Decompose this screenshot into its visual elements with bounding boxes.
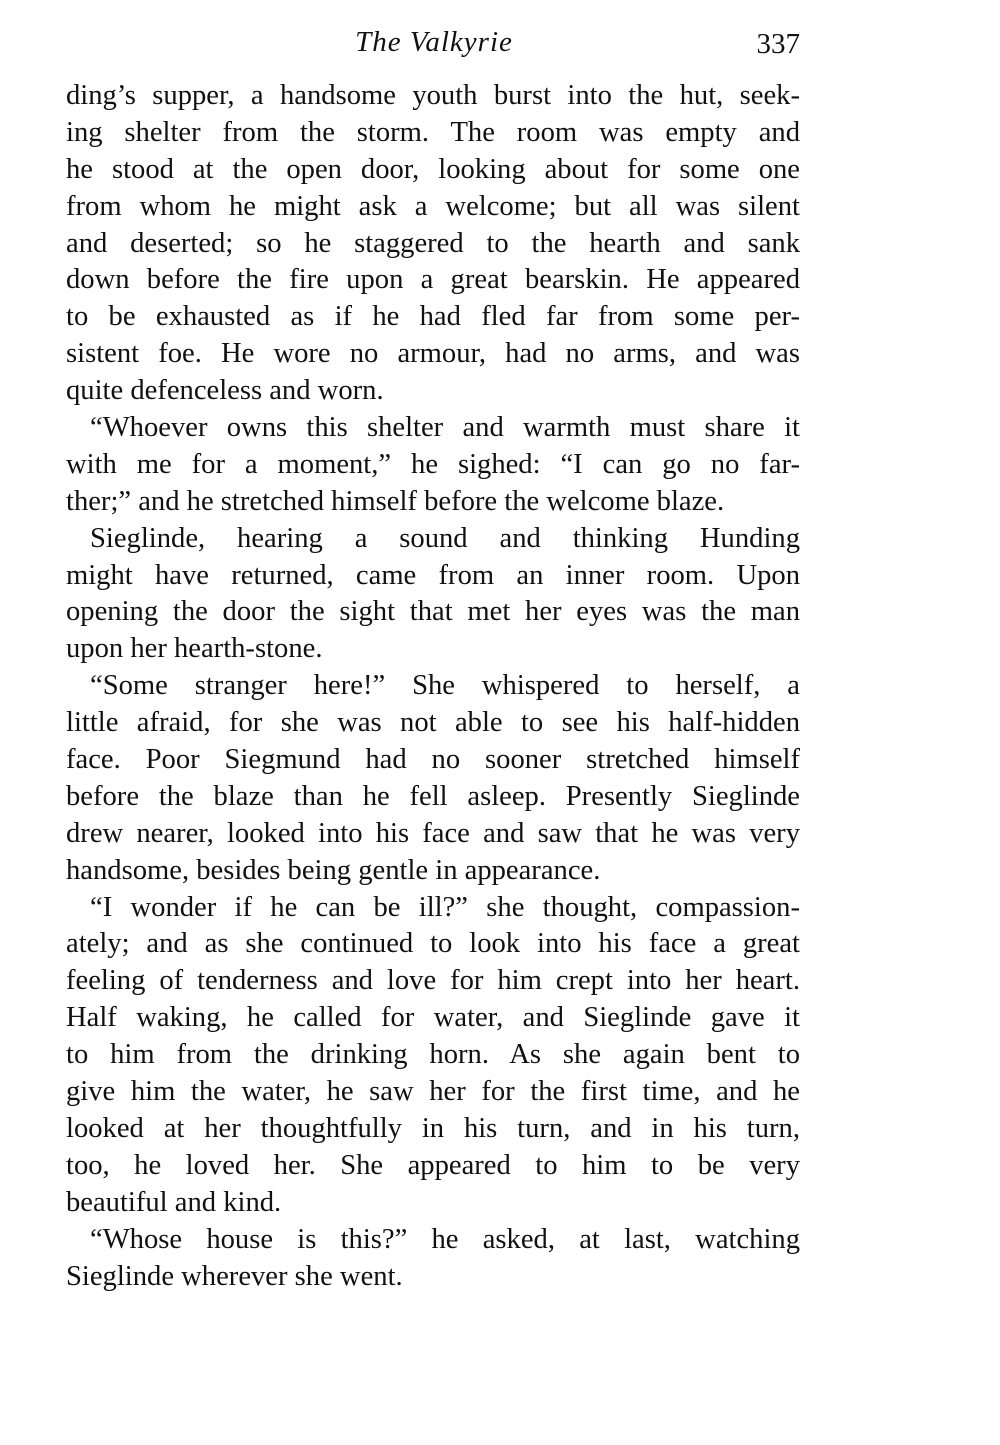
text-line: face. Poor Siegmund had no sooner stretched himself [66,744,800,776]
text-line: down before the fire upon a great bearskin. He appeared [66,264,800,296]
text-line: Sieglinde, hearing a sound and thinking Hunding [90,522,800,554]
text-line: and deserted; so he staggered to the hearth and sank [66,227,800,259]
text-line: “I wonder if he can be ill?” she thought, compassion- [90,891,800,923]
text-line: give him the water, he saw her for the first time, and he [66,1076,800,1108]
text-line: sistent foe. He wore no armour, had no arms, and was [66,338,800,370]
body-text [66,78,800,1295]
page-number: 337 [756,28,800,60]
text-line: ing shelter from the storm. The room was empty and [66,116,800,148]
text-line: “Whoever owns this shelter and warmth must share it [90,412,800,444]
text-line: Sieglinde wherever she went. [66,1260,403,1292]
running-title: The Valkyrie [355,26,513,58]
text-line: drew nearer, looked into his face and saw that he was very [66,817,800,849]
text-line: from whom he might ask a welcome; but all was silent [66,190,800,222]
text-line: to him from the drinking horn. As she again bent to [66,1039,800,1071]
text-line: “Some stranger here!” She whispered to herself, a [90,670,800,702]
text-line: “Whose house is this?” he asked, at last, watching [90,1223,800,1255]
text-line: beautiful and kind. [66,1186,282,1218]
text-line: too, he loved her. She appeared to him to be very [66,1149,800,1181]
text-line: upon her hearth-stone. [66,633,323,665]
text-line: quite defenceless and worn. [66,375,384,407]
text-line: before the blaze than he fell asleep. Presently Sieglinde [66,780,800,812]
text-line: to be exhausted as if he had fled far from some per- [66,301,800,333]
text-line: opening the door the sight that met her eyes was the man [66,596,800,628]
text-line: might have returned, came from an inner room. Upon [66,559,800,591]
text-line: Half waking, he called for water, and Sieglinde gave it [66,1002,800,1034]
text-line: ther;” and he stretched himself before the welcome blaze. [66,485,725,517]
text-line: he stood at the open door, looking about for some one [66,153,800,185]
text-line: with me for a moment,” he sighed: “I can go no far- [66,448,800,480]
text-line: ding’s supper, a handsome youth burst into the hut, seek- [66,80,800,111]
text-line: little afraid, for she was not able to see his half-hidden [66,707,800,739]
text-line: handsome, besides being gentle in appearance. [66,854,601,886]
text-line: feeling of tenderness and love for him crept into her heart. [66,965,800,997]
text-line: looked at her thoughtfully in his turn, and in his turn, [66,1112,800,1144]
text-line: ately; and as she continued to look into his face a great [66,928,800,960]
